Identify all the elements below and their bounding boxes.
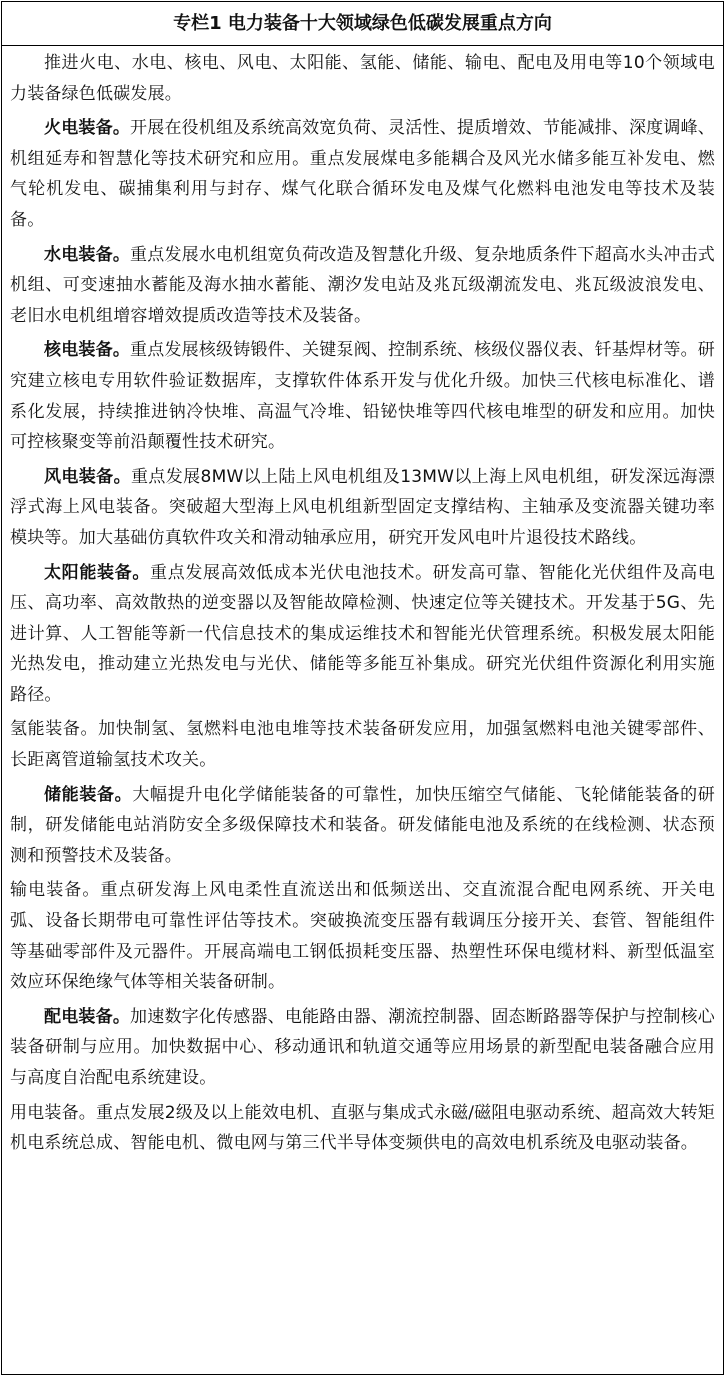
column-box (1, 1, 724, 1375)
paragraph-text: 氢能装备。加快制氢、氢燃料电池电堆等技术装备研发应用，加强氢燃料电池关键零部件、长距离管道输氢技术攻关。 (10, 719, 715, 771)
distribution-paragraph (10, 1002, 715, 1094)
thermal-power-paragraph (10, 113, 715, 235)
paragraph-heading: 储能装备。 (44, 784, 133, 805)
energy-storage-paragraph (10, 780, 715, 872)
column-title: 专栏1 电力装备十大领域绿色低碳发展重点方向 (2, 2, 723, 46)
transmission-paragraph (10, 875, 715, 997)
paragraph-text: 推进火电、水电、核电、风电、太阳能、氢能、储能、输电、配电及用电等10个领域电力装备绿色低碳发展。 (10, 53, 715, 104)
paragraph-text: 重点发展8MW以上陆上风电机组及13MW以上海上风电机组，研发深远海漂浮式海上风电装备。突破超大型海上风电机组新型固定支撑结构、主轴承及变流器关键功率模块等。加大基础仿真软件攻关和滑动轴承应用，研究开发风电叶片退役技术路线。 (10, 466, 716, 548)
paragraph-heading: 水电装备。 (44, 244, 131, 265)
hydropower-paragraph (10, 240, 715, 332)
paragraph-heading: 太阳能装备。 (44, 562, 151, 583)
paragraph-text: 开展在役机组及系统高效宽负荷、灵活性、提质增效、节能减排、深度调峰、机组延寿和智慧化等技术研究和应用。重点发展煤电多能耦合及风光水储多能互补发电、燃气轮机发电、碳捕集利用与封存、煤气化联合循环发电及煤气化燃料电池发电等技术及装备。 (10, 118, 715, 230)
paragraph-text: 输电装备。重点研发海上风电柔性直流送出和低频送出、交直流混合配电网系统、开关电弧、设备长期带电可靠性评估等技术。突破换流变压器有载调压分接开关、套管、智能组件等基础零部件及元器件。开展高端电工钢低损耗变压器、热塑性环保电缆材料、新型低温室效应环保绝缘气体等相关装备研制。 (10, 880, 715, 993)
column-content (2, 46, 723, 1159)
paragraph-heading: 火电装备。 (44, 118, 131, 139)
paragraph-text: 重点发展核级铸锻件、关键泵阀、控制系统、核级仪器仪表、钎基焊材等。研究建立核电专用软件验证数据库，支撑软件体系开发与优化升级。加快三代核电标准化、谱系化发展，持续推进钠冷快堆、高温气冷堆、铅铋快堆等四代核电堆型的研发和应用。加快可控核聚变等前沿颠覆性技术研究。 (10, 340, 715, 453)
paragraph-text: 重点发展水电机组宽负荷改造及智慧化升级、复杂地质条件下超高水头冲击式机组、可变速抽水蓄能及海水抽水蓄能、潮汐发电站及兆瓦级潮流发电、兆瓦级波浪发电、老旧水电机组增容增效提质改造等技术及装备。 (10, 244, 715, 326)
hydrogen-paragraph (10, 714, 715, 775)
nuclear-power-paragraph (10, 335, 715, 457)
paragraph-heading: 核电装备。 (44, 340, 131, 361)
solar-paragraph (10, 558, 715, 711)
paragraph-text: 重点发展高效低成本光伏电池技术。研发高可靠、智能化光伏组件及高电压、高功率、高效散热的逆变器以及智能故障检测、快速定位等关键技术。开发基于5G、先进计算、人工智能等新一代信息技术的集成运维技术和智能光伏管理系统。积极发展太阳能光热发电，推动建立光热发电与光伏、储能等多能互补集成。研究光伏组件资源化利用实施路径。 (10, 562, 716, 705)
paragraph-text: 大幅提升电化学储能装备的可靠性，加快压缩空气储能、飞轮储能装备的研制，研发储能电站消防安全多级保障技术和装备。研发储能电池及系统的在线检测、状态预测和预警技术及装备。 (10, 784, 715, 866)
power-consumption-paragraph (10, 1098, 715, 1159)
paragraph-text: 加速数字化传感器、电能路由器、潮流控制器、固态断路器等保护与控制核心装备研制与应用。加快数据中心、移动通讯和轨道交通等应用场景的新型配电装备融合应用与高度自治配电系统建设。 (10, 1006, 715, 1088)
paragraph-heading: 风电装备。 (44, 466, 131, 487)
intro-paragraph (10, 48, 715, 109)
paragraph-heading: 配电装备。 (44, 1006, 131, 1027)
paragraph-text: 用电装备。重点发展2级及以上能效电机、直驱与集成式永磁/磁阻电驱动系统、超高效大转矩机电系统总成、智能电机、微电网与第三代半导体变频供电的高效电机系统及电驱动装备。 (10, 1102, 715, 1154)
wind-power-paragraph (10, 462, 715, 554)
